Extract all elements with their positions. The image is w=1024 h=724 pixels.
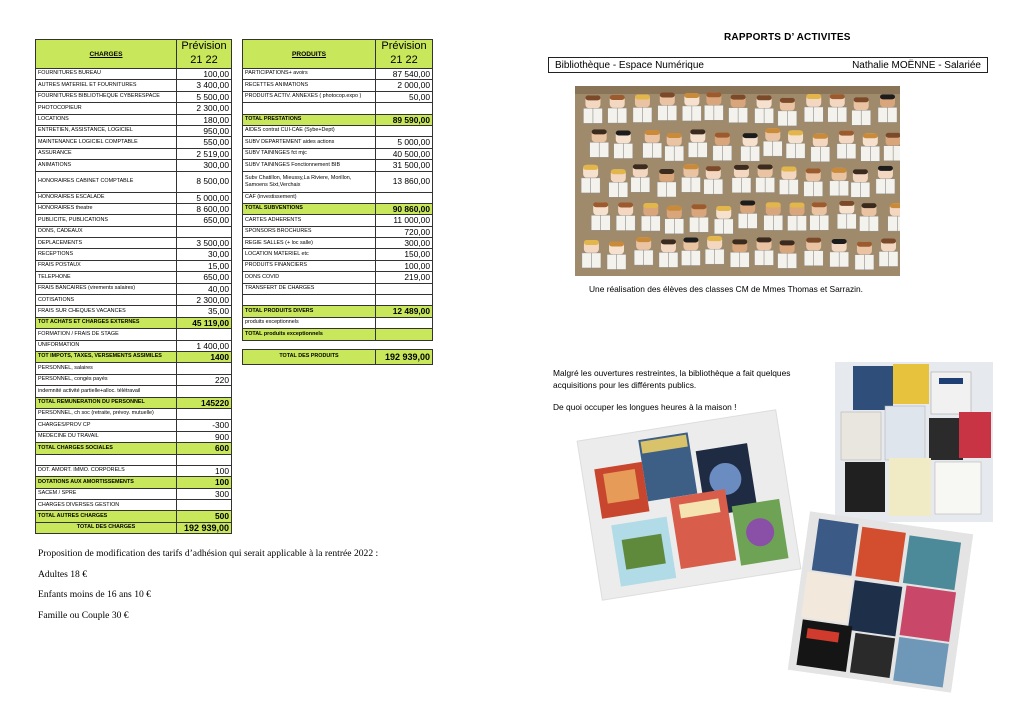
charges-row-value: 100,00 <box>177 69 232 80</box>
charges-row-label: DOT. AMORT. IMMO. CORPORELS <box>36 465 177 476</box>
paper-figure <box>876 166 895 194</box>
charges-row <box>36 431 232 442</box>
charges-row-label: MAINTENANCE LOGICIEL COMPTABLE <box>36 137 177 148</box>
produits-total-table <box>242 349 433 365</box>
charges-row-value: 180,00 <box>177 114 232 125</box>
charges-prevision-header: Prévision 21 22 <box>177 40 232 69</box>
produits-total-label: TOTAL DES PRODUITS <box>243 350 376 365</box>
paper-figure <box>659 239 678 267</box>
paper-figure <box>755 95 774 123</box>
charges-row-value: 2 300,00 <box>177 295 232 306</box>
charges-row <box>36 215 232 226</box>
charges-row <box>36 91 232 102</box>
charges-row-value: 5 500,00 <box>177 91 232 102</box>
charges-row-value: 35,00 <box>177 306 232 317</box>
produits-row <box>243 91 433 102</box>
paper-figure <box>641 203 660 231</box>
charges-row-value: 40,00 <box>177 283 232 294</box>
charges-row <box>36 397 232 408</box>
produits-row-label: produits exceptionnels <box>243 317 376 328</box>
charges-row <box>36 374 232 385</box>
paper-figure <box>730 239 749 267</box>
charges-row-label: TOTAL REMUNERATION DU PERSONNEL <box>36 397 177 408</box>
acquisitions-para-1: Malgré les ouvertures restreintes, la bibliothèque a fait quelques acquisitions pour les différents publics. <box>553 368 791 390</box>
charges-row <box>36 80 232 91</box>
charges-row <box>36 386 232 397</box>
produits-row-value: 31 500,00 <box>376 160 433 171</box>
produits-row <box>243 295 433 306</box>
charges-row-value <box>177 386 232 397</box>
produits-row-label: SUBV TAININGES Fonctionnement BIB <box>243 160 376 171</box>
charges-row-label: DOTATIONS AUX AMORTISSEMENTS <box>36 477 177 488</box>
charges-row-label: TOT IMPOTS, TAXES, VERSEMENTS ASSIMILES <box>36 351 177 362</box>
charges-row-label: PERSONNEL, congés payés <box>36 374 177 385</box>
charges-row-value: 8 600,00 <box>177 203 232 214</box>
paper-figure <box>755 237 774 265</box>
produits-row-value: 720,00 <box>376 226 433 237</box>
charges-row-value: 2 519,00 <box>177 148 232 159</box>
produits-row-value: 50,00 <box>376 91 433 102</box>
proposition-intro: Proposition de modification des tarifs d’adhésion qui serait applicable à la rentrée 2022 : <box>38 548 379 559</box>
produits-table <box>242 39 433 341</box>
paper-figure <box>738 200 757 228</box>
produits-row-value: 89 590,00 <box>376 114 433 125</box>
paper-figure <box>732 165 751 193</box>
acquisitions-para-2: De quoi occuper les longues heures à la maison ! <box>553 402 737 412</box>
charges-row <box>36 306 232 317</box>
author-name: Nathalie MOËNNE - Salariée <box>852 59 981 71</box>
paper-figure <box>852 97 871 125</box>
charges-row-value: 600 <box>177 443 232 454</box>
paper-figure <box>830 168 849 196</box>
produits-row <box>243 114 433 125</box>
charges-row-label: LOCATIONS <box>36 114 177 125</box>
charges-row-value: 220 <box>177 374 232 385</box>
produits-row <box>243 226 433 237</box>
charges-row-label: FRAIS SUR CHEQUES VACANCES <box>36 306 177 317</box>
charges-row-value: 3 500,00 <box>177 238 232 249</box>
charges-row <box>36 260 232 271</box>
paper-figure <box>657 169 676 197</box>
charges-row-value: 30,00 <box>177 249 232 260</box>
paper-figure <box>713 133 732 161</box>
produits-row-label: PARTICIPATIONS+ avoirs <box>243 69 376 80</box>
charges-row <box>36 249 232 260</box>
produits-row-value: 2 000,00 <box>376 80 433 91</box>
produits-row <box>243 306 433 317</box>
produits-row-value: 87 540,00 <box>376 69 433 80</box>
paper-figure <box>681 164 700 192</box>
charges-row-value: 1 400,00 <box>177 340 232 351</box>
charges-row-value: 100 <box>177 465 232 476</box>
produits-row-label: TOTAL SUBVENTIONS <box>243 203 376 214</box>
charges-row-value: 100 <box>177 477 232 488</box>
produits-row <box>243 160 433 171</box>
produits-row <box>243 125 433 136</box>
charges-row-label: FORMATION / FRAIS DE STAGE <box>36 329 177 340</box>
charges-row <box>36 317 232 328</box>
produits-row <box>243 203 433 214</box>
charges-row-label: TELEPHONE <box>36 272 177 283</box>
paper-figure <box>828 94 847 122</box>
charges-row <box>36 148 232 159</box>
produits-row <box>243 148 433 159</box>
produits-header: PRODUITS <box>243 40 376 69</box>
paper-figure <box>860 203 879 231</box>
charges-header: CHARGES <box>36 40 177 69</box>
paper-figure <box>855 242 874 270</box>
charges-row-value: 650,00 <box>177 272 232 283</box>
charges-row-label: ENTRETIEN, ASSISTANCE, LOGICIEL <box>36 125 177 136</box>
charges-row-label: TOTAL CHARGES SOCIALES <box>36 443 177 454</box>
charges-row <box>36 363 232 374</box>
charges-table <box>35 39 232 534</box>
page-title: RAPPORTS D’ ACTIVITES <box>724 32 851 43</box>
paper-figure <box>682 93 701 121</box>
charges-row <box>36 160 232 171</box>
paper-figure <box>688 129 707 157</box>
produits-row <box>243 272 433 283</box>
paper-figure <box>811 134 830 162</box>
comics-photo <box>788 511 974 692</box>
charges-row <box>36 477 232 488</box>
produits-total-value: 192 939,00 <box>376 350 433 365</box>
produits-row <box>243 103 433 114</box>
paper-figure <box>851 169 870 197</box>
charges-row-label: FRAIS BANCAIRES (virements salaires) <box>36 283 177 294</box>
produits-row <box>243 69 433 80</box>
charges-row-value <box>177 500 232 511</box>
charges-row <box>36 137 232 148</box>
charges-row-value: 3 400,00 <box>177 80 232 91</box>
paper-figure <box>681 238 700 266</box>
charges-row <box>36 272 232 283</box>
produits-row <box>243 260 433 271</box>
charges-row <box>36 408 232 419</box>
charges-row-label: CHARGES/PROV CP <box>36 420 177 431</box>
charges-row <box>36 295 232 306</box>
charges-row-label: DEPLACEMENTS <box>36 238 177 249</box>
tarif-adultes: Adultes 18 € <box>38 568 88 580</box>
produits-row-label: Subv Chatillon, Mieussy,La Riviere, Morillon, Samoens Sixt,Verchaix <box>243 171 376 192</box>
produits-row-value <box>376 295 433 306</box>
charges-row <box>36 226 232 237</box>
charges-row-value: 550,00 <box>177 137 232 148</box>
paper-figure <box>608 95 627 123</box>
produits-row-label: TRANSFERT DE CHARGES <box>243 283 376 294</box>
produits-prevision-header: Prévision 21 22 <box>376 40 433 69</box>
section-name: Bibliothèque - Espace Numérique <box>555 59 704 71</box>
paper-figure <box>729 95 748 123</box>
paper-figure <box>786 130 805 158</box>
produits-row-value: 13 860,00 <box>376 171 433 192</box>
paper-figure <box>778 240 797 268</box>
paper-figure <box>616 203 635 231</box>
charges-row-label: TOTAL AUTRES CHARGES <box>36 511 177 522</box>
produits-row-label: TOTAL PRESTATIONS <box>243 114 376 125</box>
charges-row-value <box>177 408 232 419</box>
paper-figure <box>705 236 724 264</box>
produits-row <box>243 171 433 192</box>
charges-row-value: 950,00 <box>177 125 232 136</box>
produits-row-value <box>376 329 433 340</box>
produits-row-label: TOTAL produits exceptionnels <box>243 329 376 340</box>
charges-row-label: PHOTOCOPIEUR <box>36 103 177 114</box>
charges-row <box>36 454 232 465</box>
charges-row <box>36 465 232 476</box>
paper-figure <box>591 202 610 230</box>
charges-row-value <box>177 363 232 374</box>
charges-row-label: FOURNITURES BIBLIOTHEQUE CYBERESPACE <box>36 91 177 102</box>
produits-row-label: TOTAL PRODUITS DIVERS <box>243 306 376 317</box>
charges-row-value <box>177 454 232 465</box>
paper-figure <box>804 94 823 122</box>
charges-row-label: TOT ACHATS ET CHARGES EXTERNES <box>36 317 177 328</box>
charges-row-label: DONS, CADEAUX <box>36 226 177 237</box>
section-banner <box>548 57 988 73</box>
charges-row-label: UNIFORMATION <box>36 340 177 351</box>
produits-row-value: 90 860,00 <box>376 203 433 214</box>
produits-row <box>243 215 433 226</box>
produits-row-value: 40 500,00 <box>376 148 433 159</box>
paper-figure <box>810 202 829 230</box>
produits-row-label: LOCATION MATERIEL etc <box>243 249 376 260</box>
paper-figure <box>583 95 602 123</box>
charges-row-label: COTISATIONS <box>36 295 177 306</box>
charges-row-value: 15,00 <box>177 260 232 271</box>
charges-row-value: 192 939,00 <box>177 522 232 533</box>
paper-figure <box>878 94 897 122</box>
charges-row <box>36 488 232 499</box>
adult-novels-drawing <box>835 362 993 522</box>
produits-row-label: AIDES contrat CUI-CAE (Sybe+Dept) <box>243 125 376 136</box>
paper-figure <box>643 130 662 158</box>
paper-figure <box>704 92 723 120</box>
paper-figure <box>631 164 650 192</box>
produits-row-value: 100,00 <box>376 260 433 271</box>
paper-figure <box>665 206 684 234</box>
charges-row <box>36 500 232 511</box>
charges-row <box>36 340 232 351</box>
charges-row <box>36 351 232 362</box>
paper-figure <box>764 202 783 230</box>
paper-figure <box>581 165 600 193</box>
charges-row-value: 145220 <box>177 397 232 408</box>
charges-row-value: 300,00 <box>177 160 232 171</box>
produits-row <box>243 80 433 91</box>
charges-row-label: ASSURANCE <box>36 148 177 159</box>
charges-row <box>36 171 232 192</box>
produits-row-label: RECETTES ANIMATIONS <box>243 80 376 91</box>
paper-figure <box>884 133 900 161</box>
charges-row <box>36 443 232 454</box>
charges-row <box>36 522 232 533</box>
produits-row-label: SUBV DEPARTEMENT aides actions <box>243 137 376 148</box>
charges-row-value: 8 500,00 <box>177 171 232 192</box>
comics-drawing <box>788 511 974 692</box>
paper-figure <box>634 237 653 265</box>
charges-row-value: 5 000,00 <box>177 192 232 203</box>
produits-row-value: 12 489,00 <box>376 306 433 317</box>
paper-figure <box>689 204 708 232</box>
paper-figure <box>633 94 652 122</box>
charges-row-label: HONORAIRES theatre <box>36 203 177 214</box>
charges-row-label: MEDECINE DU TRAVAIL <box>36 431 177 442</box>
charges-row-label: ANIMATIONS <box>36 160 177 171</box>
produits-row <box>243 317 433 328</box>
produits-row-label <box>243 103 376 114</box>
charges-row-label: PERSONNEL, ch soc (retraite, prévoy. mutuelle) <box>36 408 177 419</box>
charges-row <box>36 192 232 203</box>
produits-row-label: DONS COVID <box>243 272 376 283</box>
produits-row <box>243 249 433 260</box>
produits-row-label <box>243 295 376 306</box>
charges-row <box>36 125 232 136</box>
charges-row-value: 45 119,00 <box>177 317 232 328</box>
paper-figure <box>788 203 807 231</box>
charges-row-label: CHARGES DIVERSES GESTION <box>36 500 177 511</box>
charges-row-value: 300 <box>177 488 232 499</box>
charges-row <box>36 329 232 340</box>
charges-row-value: 650,00 <box>177 215 232 226</box>
charges-row <box>36 69 232 80</box>
produits-row <box>243 283 433 294</box>
paper-figure <box>763 128 782 156</box>
produits-row-label: PRODUITS ACTIV. ANNEXES ( photocop.expo ) <box>243 91 376 102</box>
charges-row <box>36 238 232 249</box>
charges-row-value: 1400 <box>177 351 232 362</box>
tarifs-proposition <box>38 548 378 630</box>
charges-row-value: 900 <box>177 431 232 442</box>
paper-figure <box>804 168 823 196</box>
tarif-famille: Famille ou Couple 30 € <box>38 609 129 621</box>
produits-row-label: PRODUITS FINANCIERS <box>243 260 376 271</box>
produits-row-label: SUBV TAININGES fct mjc <box>243 148 376 159</box>
produits-row-label: SPONSORS BROCHURES <box>243 226 376 237</box>
student-artwork-photo <box>575 86 900 276</box>
produits-row <box>243 137 433 148</box>
charges-row-label: TOTAL DES CHARGES <box>36 522 177 533</box>
paper-figure <box>665 133 684 161</box>
charges-row-value: -300 <box>177 420 232 431</box>
children-books-drawing <box>578 410 801 599</box>
produits-row-label: CARTES ADHERENTS <box>243 215 376 226</box>
produits-row-value: 219,00 <box>376 272 433 283</box>
charges-row-label: HONORAIRES ESCALADE <box>36 192 177 203</box>
charges-row-label: AUTRES MATERIEL ET FOURNITURES <box>36 80 177 91</box>
produits-row-value: 300,00 <box>376 238 433 249</box>
paper-figure <box>861 133 880 161</box>
produits-row-value: 11 000,00 <box>376 215 433 226</box>
produits-row <box>243 238 433 249</box>
tarif-enfants: Enfants moins de 16 ans 10 € <box>38 589 151 600</box>
charges-row-label: FOURNITURES BUREAU <box>36 69 177 80</box>
charges-row-label: FRAIS POSTAUX <box>36 260 177 271</box>
paper-figure <box>756 165 775 193</box>
charges-row-label: HONORAIRES CABINET COMPTABLE <box>36 171 177 192</box>
paper-figure <box>582 240 601 268</box>
bulletin-board-drawing <box>575 86 900 276</box>
paper-figure <box>837 131 856 159</box>
charges-row-value <box>177 329 232 340</box>
photo-caption: Une réalisation des élèves des classes CM de Mmes Thomas et Sarrazin. <box>589 284 864 294</box>
paper-figure <box>837 201 856 229</box>
charges-row-label: RECEPTIONS <box>36 249 177 260</box>
produits-row-label: REGIE SALLES (+ loc salle) <box>243 238 376 249</box>
charges-row-label: SACEM / SPRE <box>36 488 177 499</box>
charges-row-value <box>177 226 232 237</box>
charges-row <box>36 511 232 522</box>
produits-row-value: 150,00 <box>376 249 433 260</box>
paper-figure <box>879 238 898 266</box>
produits-row-value <box>376 103 433 114</box>
acquisitions-text <box>553 367 803 413</box>
produits-row-value <box>376 125 433 136</box>
children-books-photo <box>578 410 801 599</box>
charges-row-label <box>36 454 177 465</box>
adult-novels-photo <box>835 362 993 522</box>
paper-figure <box>609 169 628 197</box>
charges-row-label: PERSONNEL, salaires <box>36 363 177 374</box>
paper-figure <box>741 133 760 161</box>
produits-row-value <box>376 192 433 203</box>
charges-row-value: 2 300,00 <box>177 103 232 114</box>
paper-figure <box>590 129 609 157</box>
produits-row-label: CAF (investissement) <box>243 192 376 203</box>
charges-row <box>36 203 232 214</box>
paper-figure <box>804 238 823 266</box>
paper-figure <box>779 166 798 194</box>
paper-figure <box>607 241 626 269</box>
charges-row-value: 500 <box>177 511 232 522</box>
produits-row <box>243 329 433 340</box>
paper-figure <box>704 166 723 194</box>
charges-row <box>36 114 232 125</box>
charges-row-label: indemnité activité partielle+alloc. télétravail <box>36 386 177 397</box>
paper-figure <box>714 206 733 234</box>
produits-row <box>243 192 433 203</box>
paper-figure <box>614 130 633 158</box>
paper-figure <box>778 98 797 126</box>
charges-row <box>36 420 232 431</box>
paper-figure <box>658 92 677 120</box>
charges-row <box>36 283 232 294</box>
produits-row-value <box>376 283 433 294</box>
produits-row-value: 5 000,00 <box>376 137 433 148</box>
charges-row <box>36 103 232 114</box>
produits-row-value <box>376 317 433 328</box>
paper-figure <box>830 239 849 267</box>
charges-row-label: PUBLICITE, PUBLICATIONS <box>36 215 177 226</box>
